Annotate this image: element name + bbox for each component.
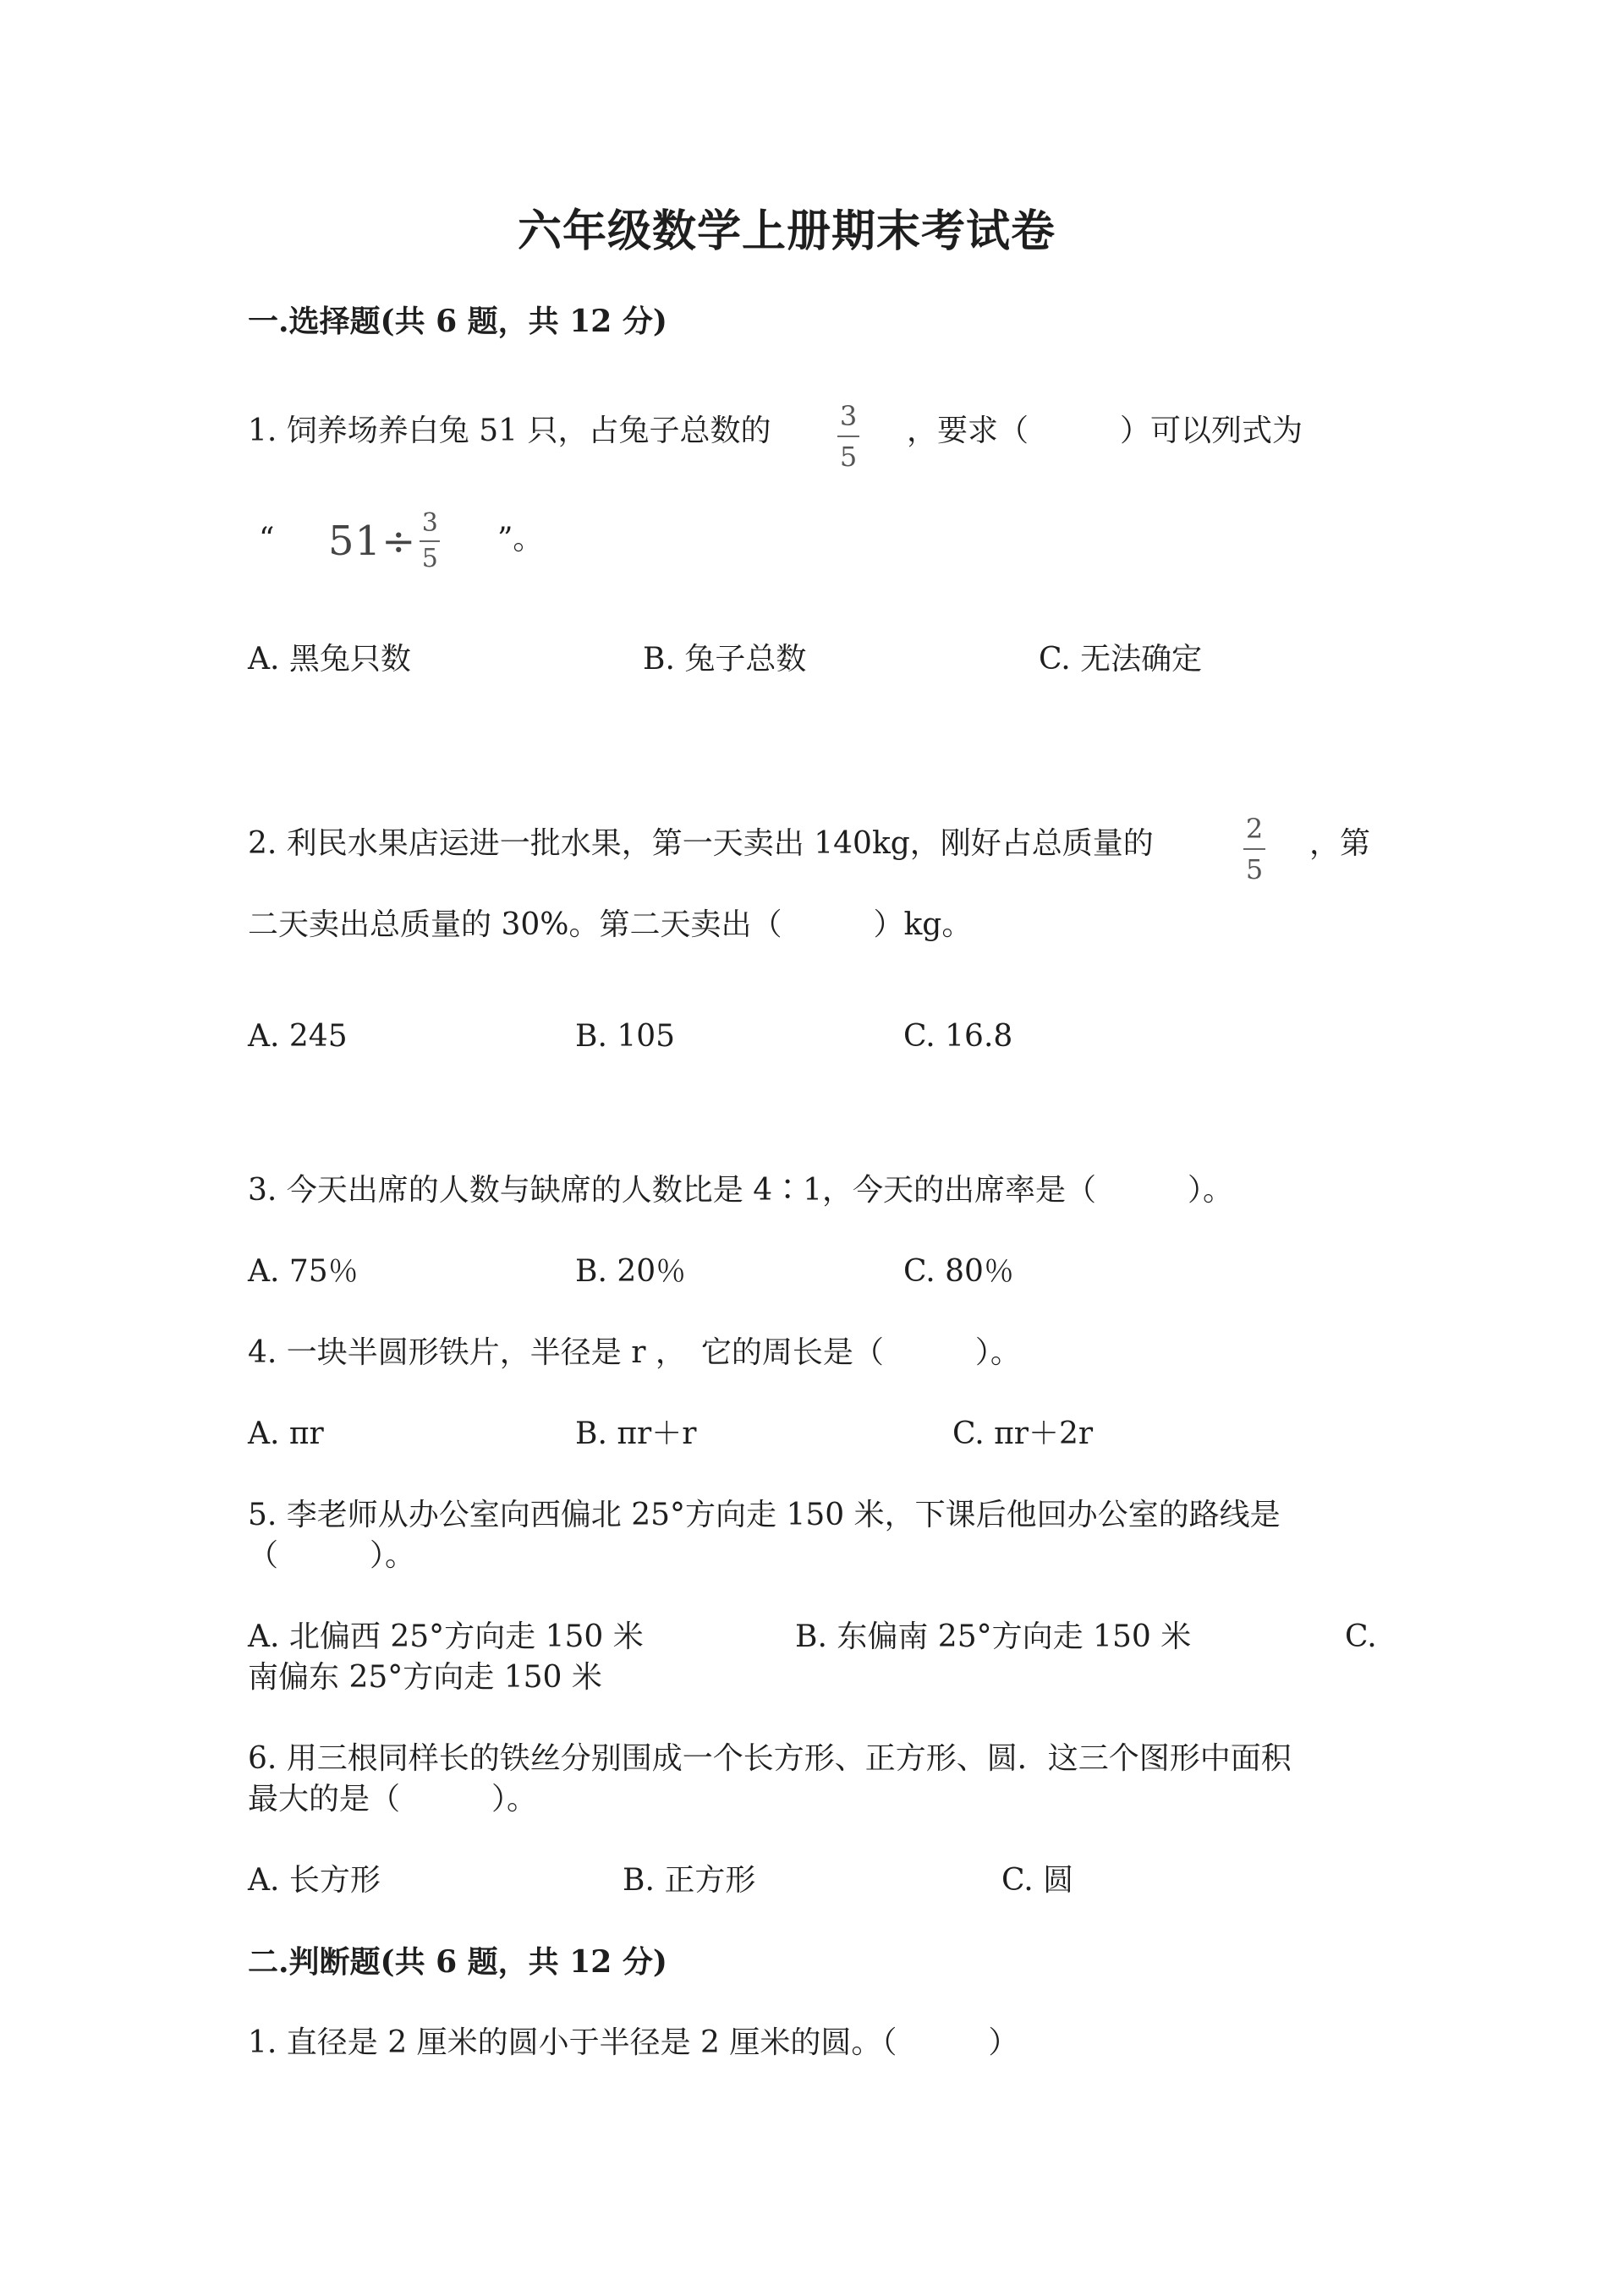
section-heading: 二.判断题(共 6 题，共 12 分) bbox=[248, 1944, 667, 1980]
fraction-bar bbox=[837, 436, 859, 437]
expression-whole: 51÷ bbox=[328, 518, 417, 565]
expression-numerator: 3 bbox=[421, 508, 438, 538]
question-2-line1-after: ，第 bbox=[1309, 826, 1371, 861]
q6-option-b[interactable]: B. 正方形 bbox=[623, 1863, 756, 1898]
expression-fraction bbox=[420, 508, 440, 573]
question-5-line2: （ ）。 bbox=[248, 1538, 416, 1573]
q1-option-a[interactable]: A. 黑兔只数 bbox=[248, 642, 411, 677]
question-1-quote-close: ”。 bbox=[497, 522, 544, 556]
q4-option-a[interactable]: A. πr bbox=[248, 1417, 324, 1451]
q3-option-c[interactable]: C. 80％ bbox=[903, 1254, 1014, 1289]
section-heading: 一.选择题(共 6 题，共 12 分) bbox=[248, 304, 667, 339]
q1-option-c[interactable]: C. 无法确定 bbox=[1039, 642, 1203, 677]
q2-option-c[interactable]: C. 16.8 bbox=[903, 1019, 1013, 1054]
question-1-line1-after: ，要求（ ）可以列式为 bbox=[907, 414, 1303, 448]
judge-question-1: 1. 直径是 2 厘米的圆小于半径是 2 厘米的圆。（ ） bbox=[248, 2025, 1019, 2060]
expression-fraction-bar bbox=[420, 540, 440, 542]
question-3: 3. 今天出席的人数与缺席的人数比是 4∶1，今天的出席率是（ ）。 bbox=[248, 1173, 1234, 1208]
expression-denominator: 5 bbox=[421, 544, 438, 573]
q5-option-c[interactable]: C. bbox=[1345, 1619, 1377, 1654]
fraction-two-fifths bbox=[1243, 815, 1265, 883]
q5-option-c-continued[interactable]: 南偏东 25°方向走 150 米 bbox=[248, 1660, 602, 1695]
question-4: 4. 一块半圆形铁片，半径是 r ， 它的周长是（ ）。 bbox=[248, 1335, 1021, 1370]
q5-option-b[interactable]: B. 东偏南 25°方向走 150 米 bbox=[795, 1619, 1192, 1654]
q4-option-c[interactable]: C. πr＋2r bbox=[952, 1417, 1094, 1451]
q4-option-b[interactable]: B. πr＋r bbox=[575, 1417, 697, 1451]
fraction-denominator: 5 bbox=[839, 441, 858, 473]
q1-option-b[interactable]: B. 兔子总数 bbox=[643, 642, 807, 677]
question-6-line1: 6. 用三根同样长的铁丝分别围成一个长方形、正方形、圆．这三个图形中面积 bbox=[248, 1741, 1292, 1776]
question-2-line1: 2. 利民水果店运进一批水果，第一天卖出 140kg，刚好占总质量的 bbox=[248, 826, 1154, 861]
q3-option-b[interactable]: B. 20％ bbox=[575, 1254, 687, 1289]
question-1-line1: 1. 饲养场养白兔 51 只，占兔子总数的 bbox=[248, 414, 771, 448]
fraction-three-fifths bbox=[837, 400, 859, 473]
question-1-quote-open: “ bbox=[259, 522, 275, 556]
question-2-line2: 二天卖出总质量的 30%。第二天卖出（ ）kg。 bbox=[248, 907, 973, 942]
q3-option-a[interactable]: A. 75％ bbox=[248, 1254, 359, 1289]
question-5-line1: 5. 李老师从办公室向西偏北 25°方向走 150 米，下课后他回办公室的路线是 bbox=[248, 1498, 1281, 1532]
question-6-line2: 最大的是（ ）。 bbox=[248, 1782, 538, 1817]
q5-option-a[interactable]: A. 北偏西 25°方向走 150 米 bbox=[248, 1619, 644, 1654]
expression-51-div-3-5 bbox=[328, 508, 440, 573]
fraction-numerator: 2 bbox=[1245, 813, 1264, 845]
fraction-denominator: 5 bbox=[1245, 853, 1264, 885]
fraction-numerator: 3 bbox=[839, 400, 858, 432]
q2-option-a[interactable]: A. 245 bbox=[248, 1019, 348, 1054]
q6-option-c[interactable]: C. 圆 bbox=[1001, 1863, 1074, 1898]
fraction-bar bbox=[1243, 848, 1265, 850]
q6-option-a[interactable]: A. 长方形 bbox=[248, 1863, 381, 1898]
page-title: 六年级数学上册期末考试卷 bbox=[518, 205, 1056, 257]
q2-option-b[interactable]: B. 105 bbox=[575, 1019, 676, 1054]
